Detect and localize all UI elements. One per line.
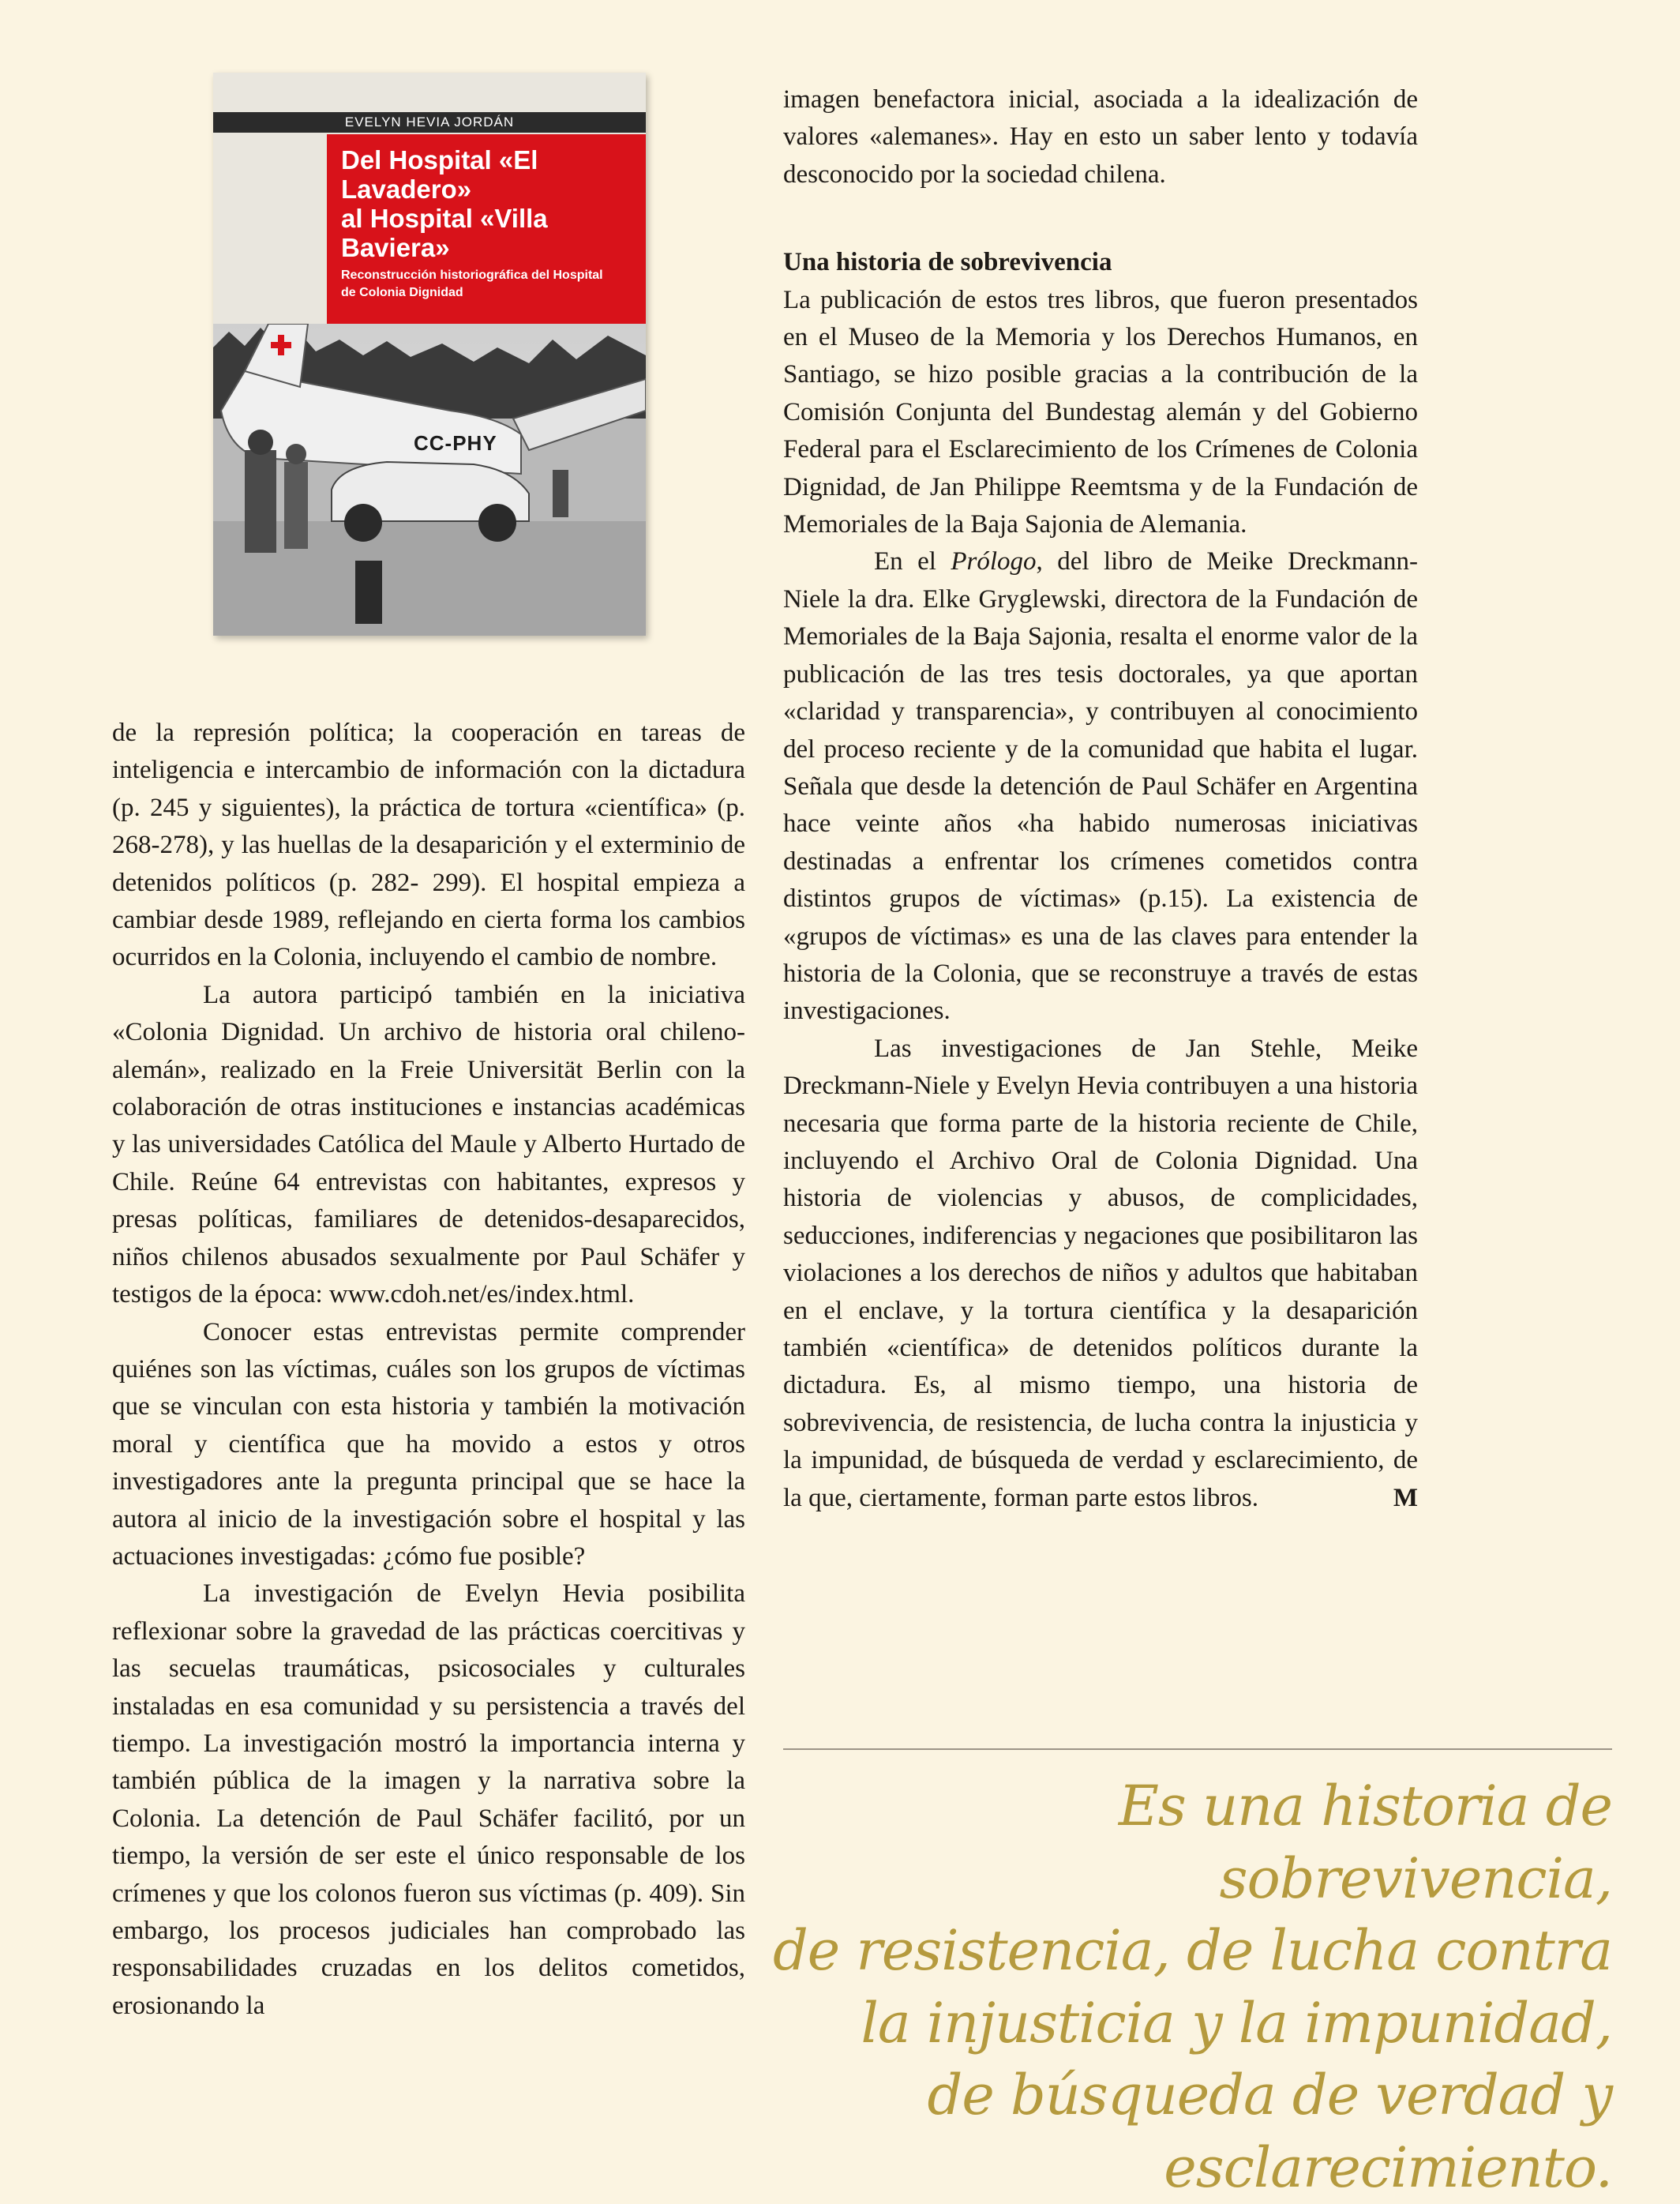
book-cover-image [213, 73, 646, 636]
cover-photo [213, 324, 646, 636]
cover-title-line-1: Del Hospital «El Lavadero» [341, 145, 641, 204]
cover-title-line-2: al Hospital «Villa Baviera» [341, 204, 641, 262]
cover-subtitle-line-2: de Colonia Dignidad [341, 284, 625, 302]
paragraph: La autora participó también en la iniciativa «Colonia Dignidad. Un archivo de historia oral chileno-alemán», realizado en la Freie Universität Berlin con la colaboración de otras instituciones e instancias académicas y las universidades Católica del Maule y Alberto Hurtado de Chile. Reúne 64 entrevistas con habitantes, expresos y presas políticas, familiares de detenidos-desaparecidos, niños chilenos abusados sexualmente por Paul Schäfer y testigos de la época: www.cdoh.net/es/index.html. [112, 977, 745, 1314]
pull-quote-divider [783, 1748, 1612, 1750]
pull-quote-line: de búsqueda de verdad y [758, 2059, 1612, 2132]
paragraph: de la represión política; la cooperación en tareas de inteligencia e intercambio de información con la dictadura (p. 245 y siguientes), la práctica de tortura «científica» (p. 268-278), y las huellas de la desaparición y el exterminio de detenidos políticos (p. 282- 299). El hospital empieza a cambiar desde 1989, reflejando en cierta forma los cambios ocurridos en la Colonia, incluyendo el cambio de nombre. [112, 715, 745, 977]
pull-quote-line: esclarecimiento. [758, 2132, 1612, 2204]
end-mark: M [1303, 1480, 1418, 1517]
pull-quote-line: Es una historia de sobrevivencia, [758, 1770, 1612, 1915]
cover-plane-registration: CC-PHY [414, 431, 497, 456]
pull-quote-line: de resistencia, de lucha contra [758, 1915, 1612, 1988]
section-heading: Una historia de sobrevivencia [783, 244, 1418, 281]
cover-title [341, 145, 641, 262]
paragraph [783, 543, 1418, 1030]
right-text-column [783, 81, 1418, 1517]
paragraph: La publicación de estos tres libros, que fueron presentados en el Museo de la Memoria y los Derechos Humanos, en Santiago, se hizo posible gracias a la contribución de la Comisión Conjunta del Bundestag alemán y del Gobierno Federal para el Esclarecimiento de los Crímenes de Colonia Dignidad, de Jan Philippe Reemtsma y de la Fundación de Memoriales de la Baja Sajonia de Alemania. [783, 282, 1418, 544]
cover-photo-illustration [213, 324, 646, 636]
paragraph-lead: En el [874, 547, 951, 576]
cover-subtitle [341, 267, 625, 302]
paragraph-body: Las investigaciones de Jan Stehle, Meike Dreckmann-Niele y Evelyn Hevia contribuyen a una historia necesaria que forma parte de la historia reciente de Chile, incluyendo el Archivo Oral de Colonia Dignidad. Una historia de violencias y abusos, de complicidades, seducciones, indiferencias y negaciones que posibilitaron las violaciones a los derechos de niños y adultos que habitaban en el enclave, y la tortura científica y la desaparición también «científica» de detenidos políticos durante la dictadura. Es, al mismo tiempo, una historia de sobrevivencia, de resistencia, de lucha contra la injusticia y la impunidad, de búsqueda de verdad y esclarecimiento, de la que, ciertamente, forman parte estos libros. [783, 1034, 1418, 1512]
pull-quote [758, 1770, 1612, 2204]
paragraph-body: , del libro de Meike Dreckmann-Niele la dra. Elke Gryglewski, directora de la Fundación de Memoriales de la Baja Sajonia, resalta el enorme valor de la publicación de las tres tesis doctorales, ya que aportan «claridad y transparencia», y contribuyen al conocimiento del proceso reciente y de la comunidad que habita el lugar. Señala que desde la detención de Paul Schäfer en Argentina hace veinte años «ha habido numerosas iniciativas destinadas a enfrentar los crímenes cometidos contra distintos grupos de víctimas» (p.15). La existencia de «grupos de víctimas» es una de las claves para entender la historia de la Colonia, que se reconstruye a través de estas investigaciones. [783, 547, 1418, 1025]
cover-subtitle-line-1: Reconstrucción historiográfica del Hospital [341, 267, 625, 284]
paragraph: La investigación de Evelyn Hevia posibilita reflexionar sobre la gravedad de las prácticas coercitivas y las secuelas traumáticas, psicosociales y culturales instaladas en esa comunidad y su persistencia a través del tiempo. La investigación mostró la importancia interna y también pública de la imagen y la narrativa sobre la Colonia. La detención de Paul Schäfer facilitó, por un tiempo, la versión de ser este el único responsable de los crímenes y que los colonos fueron sus víctimas (p. 409). Sin embargo, los procesos judiciales han comprobado las responsabilidades cruzadas en los delitos cometidos, erosionando la [112, 1575, 745, 2025]
left-text-column [112, 715, 745, 2025]
cover-title-block [327, 134, 646, 324]
paragraph [783, 1031, 1418, 1517]
paragraph: Conocer estas entrevistas permite comprender quiénes son las víctimas, cuáles son los grupos de víctimas que se vinculan con esta historia y también la motivación moral y científica que ha movido a estos y otros investigadores ante la pregunta principal que se hace la autora al inicio de la investigación sobre el hospital y las actuaciones investigadas: ¿cómo fue posible? [112, 1314, 745, 1576]
prologo-italic: Prólogo [951, 547, 1036, 576]
pull-quote-line: la injusticia y la impunidad, [758, 1988, 1612, 2060]
paragraph: imagen benefactora inicial, asociada a la idealización de valores «alemanes». Hay en esto un saber lento y todavía desconocido por la sociedad chilena. [783, 81, 1418, 193]
publisher-logo-icon [355, 561, 382, 624]
cover-author: EVELYN HEVIA JORDÁN [213, 112, 646, 133]
